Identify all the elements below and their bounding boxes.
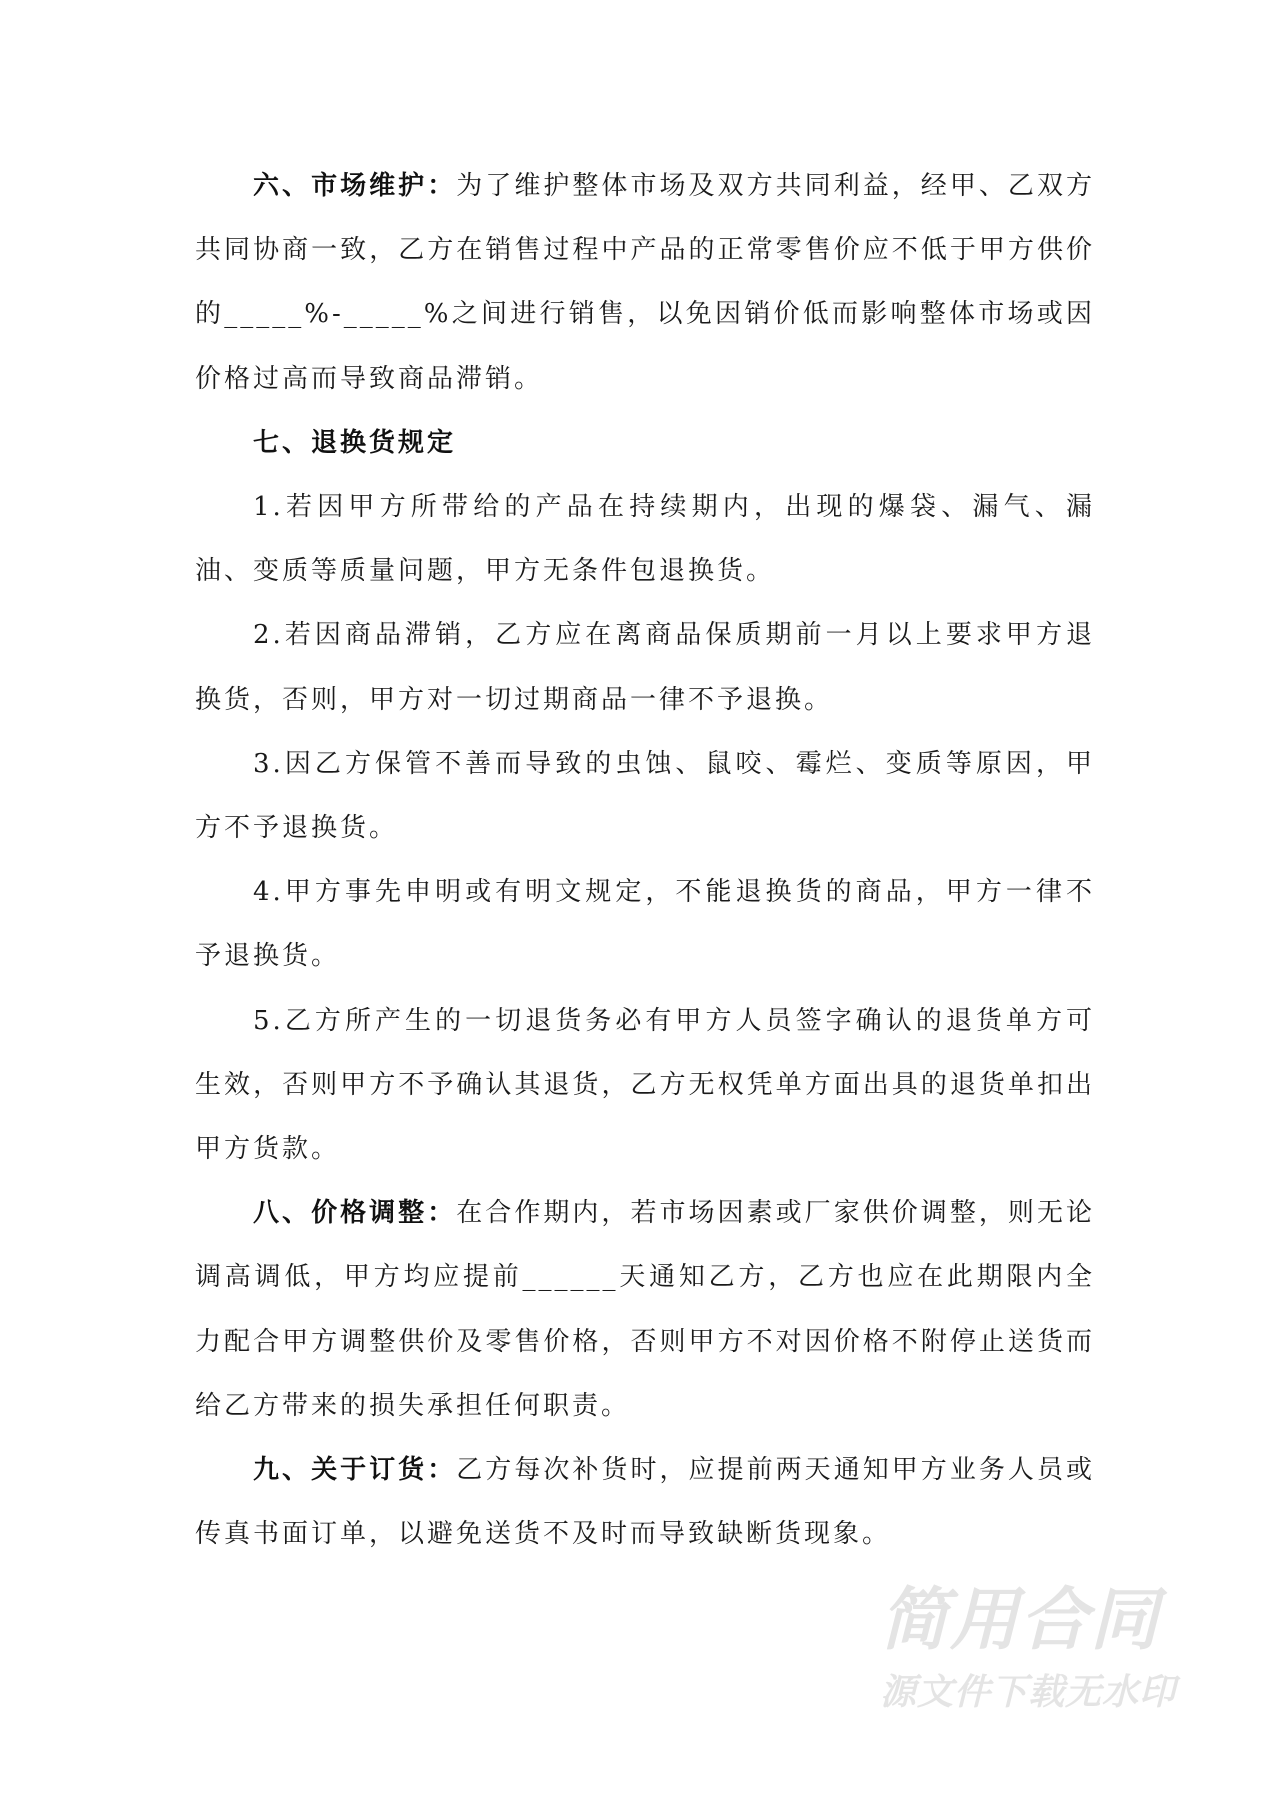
section-9-paragraph	[195, 1438, 1095, 1566]
section-8-text: 在合作期内，若市场因素或厂家供价调整，则无论调高调低，甲方均应提前______天通知乙方，乙方也应在此期限内全力配合甲方调整供价及零售价格，否则甲方不对因价格不附停止送货而给乙方带来的损失承担任何职责。	[195, 1198, 1095, 1421]
section-7-item-4: 4.甲方事先申明或有明文规定，不能退换货的商品，甲方一律不予退换货。	[195, 877, 1095, 972]
watermark-sub-text: 源文件下载无水印	[880, 1672, 1177, 1713]
section-7-item-3: 3.因乙方保管不善而导致的虫蚀、鼠咬、霉烂、变质等原因，甲方不予退换货。	[195, 748, 1095, 844]
section-7-item-1: 1.若因甲方所带给的产品在持续期内，出现的爆袋、漏气、漏油、变质等质量问题，甲方无条件包退换货。	[195, 492, 1095, 587]
document-page	[195, 154, 1095, 1566]
section-9-heading: 九、关于订货：	[253, 1455, 457, 1486]
section-6-heading: 六、市场维护：	[253, 171, 457, 201]
section-6-paragraph	[195, 154, 1095, 411]
section-7-item-2: 2.若因商品滞销，乙方应在离商品保质期前一月以上要求甲方退换货，否则，甲方对一切过期商品一律不予退换。	[195, 620, 1095, 715]
section-7-heading: 七、退换货规定	[253, 427, 457, 458]
section-9-text: 乙方每次补货时，应提前两天通知甲方业务人员或传真书面订单，以避免送货不及时而导致缺断货现象。	[195, 1455, 1095, 1550]
section-7-item-5: 5.乙方所产生的一切退货务必有甲方人员签字确认的退货单方可生效，否则甲方不予确认其退货，乙方无权凭单方面出具的退货单扣出甲方货款。	[195, 1005, 1095, 1165]
section-8-heading: 八、价格调整：	[253, 1198, 457, 1229]
section-6-text: 为了维护整体市场及双方共同利益，经甲、乙双方共同协商一致，乙方在销售过程中产品的正常零售价应不低于甲方供价的_____%-_____%之间进行销售，以免因销价低而影响整体市场或因价格过高而导致商品滞销。	[195, 171, 1095, 394]
watermark-main-text: 简用合同	[880, 1581, 1161, 1660]
watermark	[880, 1582, 1200, 1718]
section-8-paragraph	[195, 1181, 1095, 1438]
